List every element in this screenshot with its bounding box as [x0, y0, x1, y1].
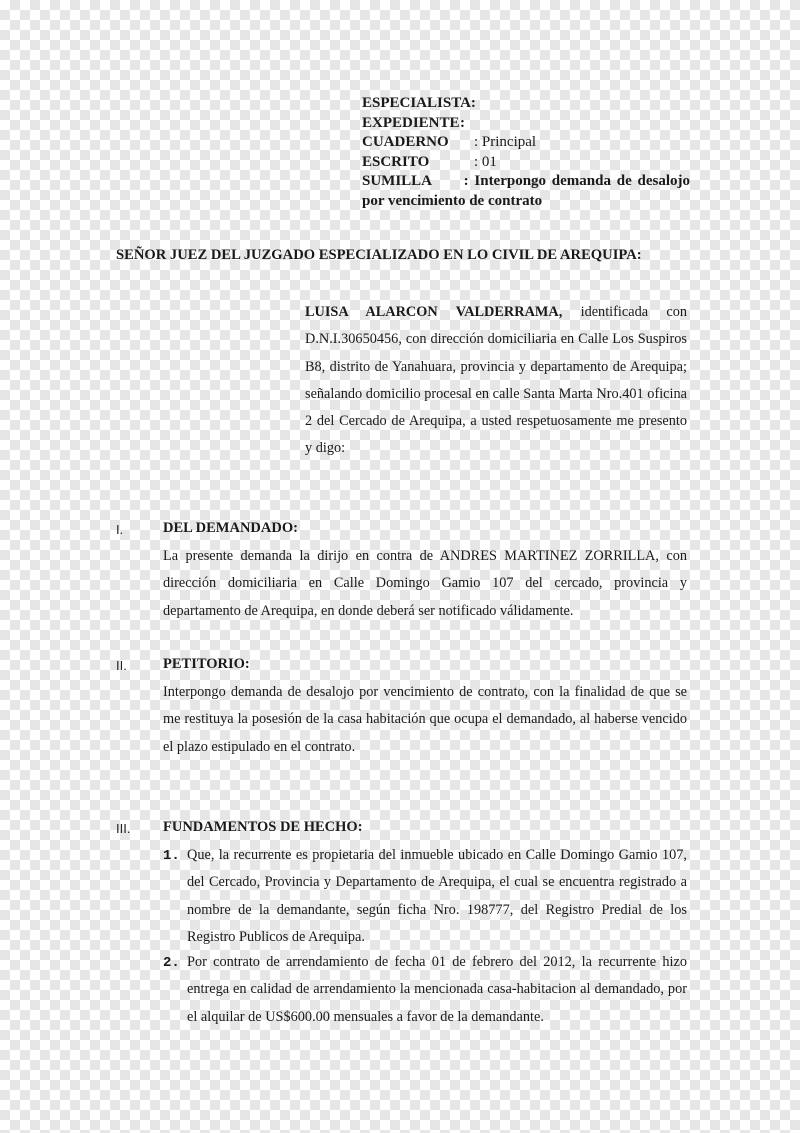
intro-paragraph [305, 299, 687, 463]
intro-text: identificada con D.N.I.30650456, con dirección domiciliaria en Calle Los Suspiros B8, distrito de Yanahuara, provincia y departamento de Arequipa; señalando domicilio procesal en calle Santa Marta Nro.401 oficina 2 del Cercado de Arequipa, a usted respetuosamente me presento y digo: [305, 304, 687, 457]
header-especialista [362, 94, 690, 114]
sumilla-line2: por vencimiento de contrato [362, 192, 543, 209]
list-item-text: Por contrato de arrendamiento de fecha 01 de febrero del 2012, la recurrente hizo entrega en calidad de arrendamiento la mencionada casa-habitacion al demandado, por el alquilar de US$600.00 mensuales a favor de la demandante. [187, 954, 687, 1025]
expediente-label: EXPEDIENTE [362, 114, 460, 131]
plaintiff-name: LUISA ALARCON VALDERRAMA, [305, 304, 563, 320]
expediente-colon: : [460, 114, 465, 131]
section-paragraph: La presente demanda la dirijo en contra de ANDRES MARTINEZ ZORRILLA, con dirección domiciliaria en Calle Domingo Gamio 107 del cercado, provincia y departamento de Arequipa, en donde deberá ser notificado válidamente. [163, 548, 687, 619]
header-sumilla [362, 172, 690, 192]
escrito-value: : 01 [474, 153, 497, 170]
escrito-label: ESCRITO [362, 153, 430, 170]
section-title: DEL DEMANDADO: [163, 520, 298, 536]
header-expediente [362, 114, 690, 134]
section-title: FUNDAMENTOS DE HECHO: [163, 819, 363, 835]
sumilla-value: : Interpongo demanda de desalojo [463, 173, 690, 189]
list-item-number: 1. [163, 848, 180, 864]
section-number: I. [116, 522, 124, 537]
list-item-number: 2. [163, 955, 180, 971]
list-item-text: Que, la recurrente es propietaria del inmueble ubicado en Calle Domingo Gamio 107, del Cercado, Provincia y Departamento de Arequipa, el cual se encuentra registrado a nombre de la demandante, según ficha Nro. 198777, del Registro Predial de los Registro Publicos de Arequipa. [187, 847, 687, 945]
cuaderno-label: CUADERNO [362, 134, 449, 150]
addressee-heading: SEÑOR JUEZ DEL JUZGADO ESPECIALIZADO EN LO CIVIL DE AREQUIPA: [116, 247, 642, 263]
section-paragraph: Interpongo demanda de desalojo por vencimiento de contrato, con la finalidad de que se me restituya la posesión de la casa habitación que ocupa el demandado, al haberse vencido el plazo estipulado en el contrato. [163, 684, 687, 755]
especialista-label: ESPECIALISTA: [362, 95, 476, 111]
section-number: II. [116, 658, 127, 673]
header-escrito [362, 153, 690, 173]
cuaderno-value: : Principal [474, 134, 537, 150]
header-sumilla-line2 [362, 192, 690, 212]
case-header [362, 94, 690, 211]
sumilla-label: SUMILLA [362, 173, 433, 189]
section-number: III. [116, 821, 131, 836]
header-cuaderno [362, 133, 690, 153]
section-title: PETITORIO: [163, 656, 250, 672]
